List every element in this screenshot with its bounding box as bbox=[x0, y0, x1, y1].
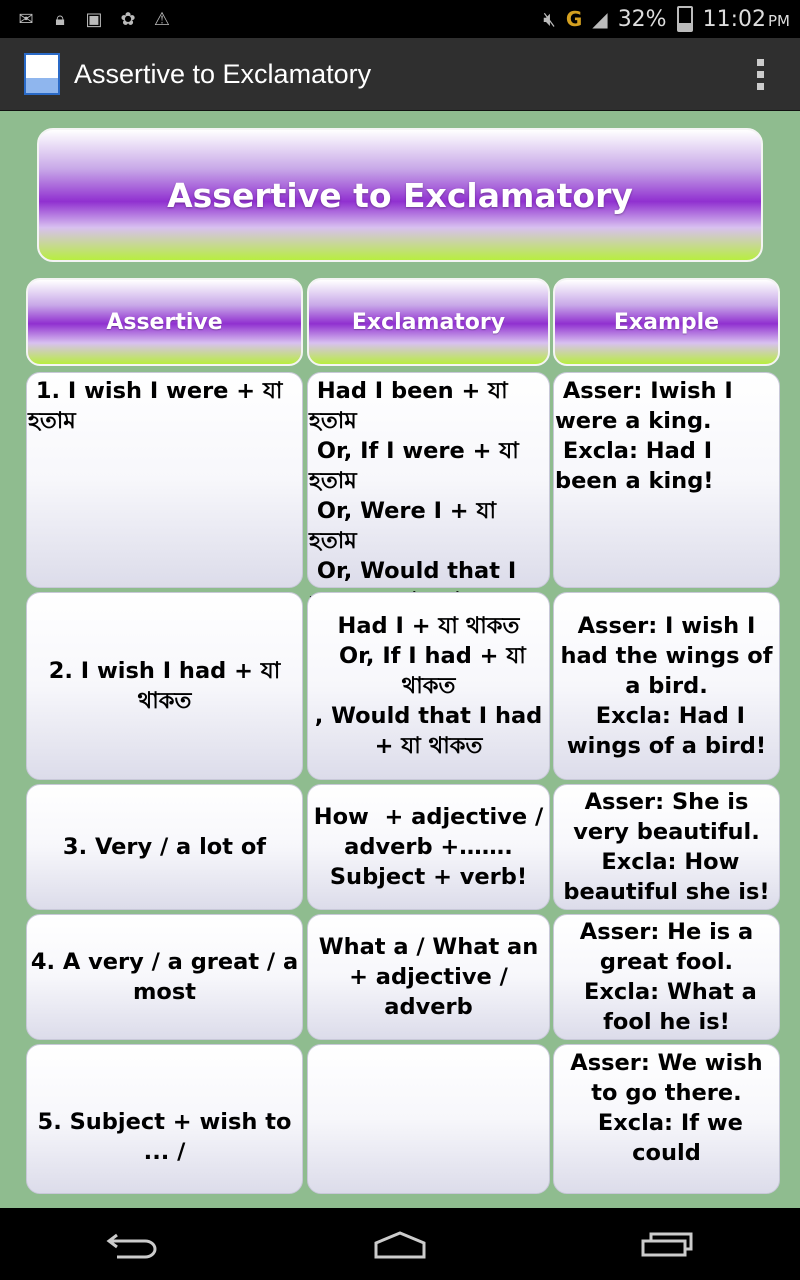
recent-apps-button[interactable] bbox=[637, 1224, 697, 1264]
table-cell-assertive: 1. I wish I were + যা হতাম bbox=[26, 372, 303, 588]
navigation-bar bbox=[0, 1208, 800, 1280]
home-button[interactable] bbox=[370, 1224, 430, 1264]
back-icon bbox=[105, 1229, 161, 1259]
battery-icon bbox=[677, 6, 693, 32]
action-bar bbox=[0, 38, 800, 111]
warning-icon: ⚠ bbox=[153, 8, 171, 30]
table-cell-example: Asser: We wish to go there. Excla: If we could bbox=[553, 1044, 780, 1194]
table-cell-assertive: 5. Subject + wish to ... / bbox=[26, 1044, 303, 1194]
status-bar bbox=[0, 0, 800, 38]
column-header-example: Example bbox=[553, 278, 780, 366]
home-icon bbox=[370, 1229, 430, 1259]
table-cell-exclamatory: Had I + যা থাকত Or, If I had + যা থাকত , Would that I had + যা থাকত bbox=[307, 592, 550, 780]
column-header-assertive: Assertive bbox=[26, 278, 303, 366]
page-banner bbox=[37, 128, 763, 262]
column-header-exclamatory: Exclamatory bbox=[307, 278, 550, 366]
network-type: G bbox=[565, 7, 583, 31]
overflow-menu-icon[interactable] bbox=[757, 59, 764, 90]
table-cell-example: Asser: She is very beautiful. Excla: How beautiful she is! bbox=[553, 784, 780, 910]
rules-table[interactable] bbox=[24, 278, 782, 1166]
banner-title: Assertive to Exclamatory bbox=[167, 175, 633, 215]
recent-apps-icon bbox=[639, 1229, 695, 1259]
lock-icon: 🔒︎ bbox=[55, 8, 65, 30]
image-icon: ▣ bbox=[85, 8, 103, 30]
clock-time: 11:02 bbox=[702, 6, 766, 32]
table-cell-assertive: 2. I wish I had + যা থাকত bbox=[26, 592, 303, 780]
app-book-icon[interactable] bbox=[24, 53, 60, 95]
table-cell-assertive: 3. Very / a lot of bbox=[26, 784, 303, 910]
signal-icon: ◢ bbox=[592, 7, 608, 31]
table-cell-example: Asser: Iwish I were a king. Excla: Had I been a king! bbox=[553, 372, 780, 588]
table-cell-assertive: 4. A very / a great / a most bbox=[26, 914, 303, 1040]
battery-percent: 32% bbox=[617, 6, 667, 32]
mail-icon: ✉ bbox=[18, 8, 34, 30]
table-cell-exclamatory bbox=[307, 1044, 550, 1194]
table-cell-exclamatory: Had I been + যা হতাম Or, If I were + যা হতাম Or, Were I + যা হতাম Or, Would that I bbox=[307, 372, 550, 588]
clock bbox=[703, 7, 790, 32]
settings-icon: ✿ bbox=[120, 8, 136, 30]
clock-ampm: PM bbox=[768, 11, 790, 30]
table-cell-exclamatory: How + adjective / adverb +……. Subject + verb! bbox=[307, 784, 550, 910]
back-button[interactable] bbox=[103, 1224, 163, 1264]
table-cell-exclamatory: What a / What an + adjective / adverb bbox=[307, 914, 550, 1040]
table-cell-example: Asser: I wish I had the wings of a bird. Excla: Had I wings of a bird! bbox=[553, 592, 780, 780]
mute-icon: 🔇︎ bbox=[543, 7, 556, 31]
app-title: Assertive to Exclamatory bbox=[74, 58, 372, 89]
table-cell-example: Asser: He is a great fool. Excla: What a fool he is! bbox=[553, 914, 780, 1040]
